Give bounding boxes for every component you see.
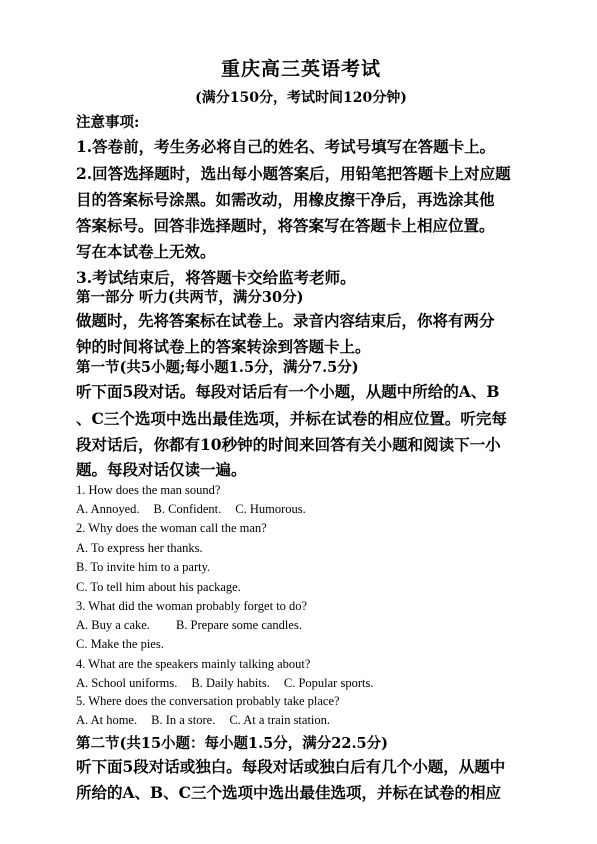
question-options: [76, 674, 526, 693]
option-c: C. At a train station.: [229, 713, 331, 727]
notice-line: 2.回答选择题时，选出每小题答案后，用铅笔把答题卡上对应题: [76, 164, 511, 183]
option-c: C. To tell him about his package.: [76, 580, 241, 594]
question-stem: 2. Why does the woman call the man?: [76, 521, 267, 535]
section1-line: 段对话后，你都有10秒钟的时间来回答有关小题和阅读下一小: [76, 435, 501, 454]
section1-line: 、C三个选项中选出最佳选项，并标在试卷的相应位置。听完每: [76, 409, 507, 428]
notice-heading: 注意事项:: [76, 114, 140, 131]
part1-line: 钟的时间将试卷上的答案转涂到答题卡上。: [76, 337, 371, 356]
exam-subtitle: (满分150分，考试时间120分钟): [195, 90, 407, 106]
exam-title: 重庆高三英语考试: [220, 58, 381, 80]
question-stem: 5. Where does the conversation probably take place?: [76, 694, 340, 708]
option-a: A. School uniforms.: [76, 676, 178, 690]
option-b: B. To invite him to a party.: [76, 560, 211, 574]
option-a: A. At home.: [76, 713, 138, 727]
option-b: B. Confident.: [153, 502, 222, 516]
option-b: B. Daily habits.: [191, 676, 270, 690]
option-b: B. Prepare some candles.: [175, 618, 302, 632]
section2-heading: 第二节(共15小题：每小题1.5分，满分22.5分): [76, 735, 388, 752]
section2-line: 听下面5段对话或独白。每段对话或独白后有几个小题，从题中: [76, 757, 506, 776]
option-c: C. Popular sports.: [283, 676, 374, 690]
notice-line: 写在本试卷上无效。: [76, 242, 216, 261]
option-b: B. In a store.: [151, 713, 216, 727]
part1-line: 做题时，先将答案标在试卷上。录音内容结束后，你将有两分: [76, 311, 495, 330]
question-options: [76, 500, 526, 519]
option-a: A. To express her thanks.: [76, 541, 203, 555]
part1-heading: 第一部分 听力(共两节，满分30分): [76, 289, 304, 306]
option-c: C. Humorous.: [235, 502, 306, 516]
section1-heading: 第一节(共5小题;每小题1.5分，满分7.5分): [76, 359, 359, 376]
section1-line: 听下面5段对话。每段对话后有一个小题，从题中所给的A、B: [76, 382, 500, 401]
question-stem: 4. What are the speakers mainly talking about?: [76, 657, 311, 671]
option-c: C. Make the pies.: [76, 637, 164, 651]
notice-line: 3.考试结束后，将答题卡交给监考老师。: [76, 268, 356, 287]
option-a: A. Annoyed.: [76, 502, 140, 516]
notice-line: 答案标号。回答非选择题时，将答案写在答题卡上相应位置。: [76, 216, 495, 235]
question-stem: 1. How does the man sound?: [76, 483, 221, 497]
section2-line: 所给的A、B、C三个选项中选出最佳选项，并标在试卷的相应: [76, 783, 501, 802]
question-stem: 3. What did the woman probably forget to do?: [76, 599, 308, 613]
question-options: [76, 711, 526, 730]
section1-line: 题。每段对话仅读一遍。: [76, 460, 247, 479]
notice-line: 1.答卷前，考生务必将自己的姓名、考试号填写在答题卡上。: [76, 137, 496, 156]
notice-line: 目的答案标号涂黑。如需改动，用橡皮擦干净后，再选涂其他: [76, 190, 495, 209]
option-a: A. Buy a cake.: [76, 618, 150, 632]
question-options: [76, 616, 526, 635]
